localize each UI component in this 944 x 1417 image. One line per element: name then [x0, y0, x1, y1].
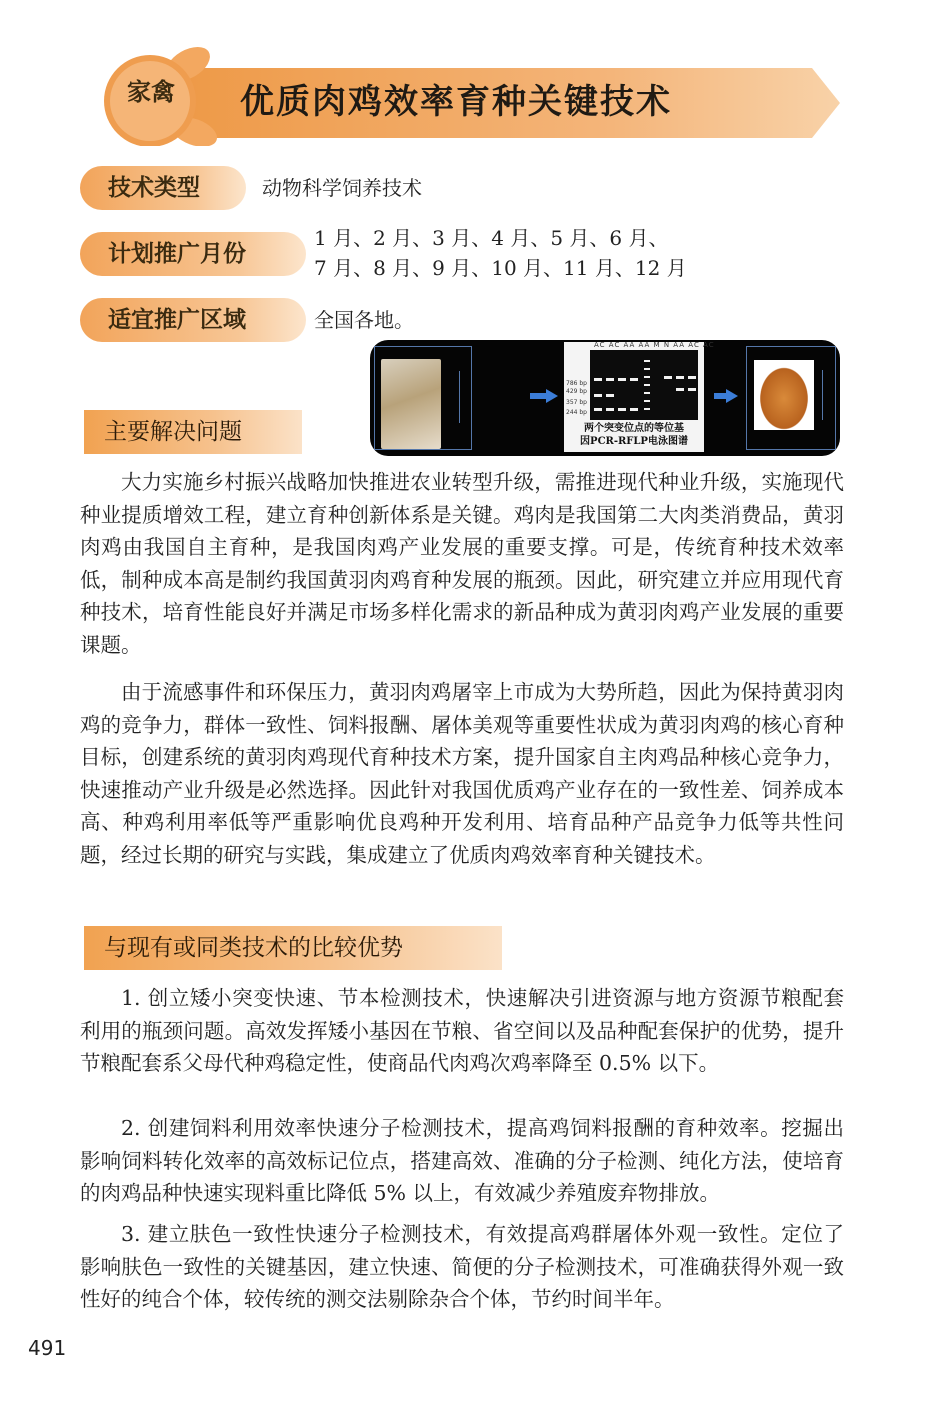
- gel-lane-labels: AC AC AA AA M N AA AC AC: [594, 341, 715, 349]
- figure-caption-line-2: 因PCR-RFLP电泳图谱: [580, 436, 688, 447]
- page-number: 491: [28, 1336, 67, 1360]
- tech-type-label: 技术类型: [80, 166, 246, 210]
- section-header-problem: 主要解决问题: [84, 410, 302, 454]
- figure-caption: [564, 422, 704, 448]
- region-value: 全国各地。: [314, 308, 414, 332]
- months-label: 计划推广月份: [80, 232, 306, 276]
- problem-paragraph-2: 由于流感事件和环保压力，黄羽肉鸡屠宰上市成为大势所趋，因此为保持黄羽肉鸡的竞争力，群体一致性、饲料报酬、屠体美观等重要性状成为黄羽肉鸡的核心育种目标，创建系统的黄羽肉鸡现代育种技术方案，提升国家自主肉鸡品种核心竞争力，快速推动产业升级是必然选择。因此针对我国优质鸡产业存在的一致性差、饲养成本高、种鸡利用率低等严重影响优良鸡种开发利用、培育品种产品竞争力低等共性问题，经过长期的研究与实践，集成建立了优质肉鸡效率育种关键技术。: [80, 680, 844, 867]
- figure-left-panel: [374, 346, 472, 450]
- gel-lanes-area: [590, 350, 698, 420]
- arrow-right-icon: [726, 389, 738, 403]
- arrow-stem-2: [714, 393, 726, 399]
- gel-image: [564, 341, 715, 452]
- gel-bp-label: 357 bp: [566, 399, 587, 406]
- chicken-photo-left: [381, 359, 441, 449]
- gel-bp-label: 429 bp: [566, 388, 587, 395]
- page-title: 优质肉鸡效率育种关键技术: [240, 82, 672, 122]
- months-line-1: 1 月、2 月、3 月、4 月、5 月、6 月、: [314, 226, 669, 250]
- advantage-paragraph-2: 2. 创建饲料利用效率快速分子检测技术，提高鸡饲料报酬的育种效率。挖掘出影响饲料转化效率的高效标记位点，搭建高效、准确的分子检测、纯化方法，使培育的肉鸡品种快速实现料重比降低 5% 以上，有效减少养殖废弃物排放。: [80, 1116, 844, 1205]
- arrow-stem-1: [530, 393, 546, 399]
- figure-caption-line-1: 两个突变位点的等位基: [584, 423, 684, 434]
- category-label: 家禽: [127, 78, 175, 106]
- region-label: 适宜推广区域: [80, 298, 306, 342]
- tech-type-value: 动物科学饲养技术: [262, 176, 422, 200]
- gel-bp-label: 786 bp: [566, 380, 587, 387]
- advantage-paragraph-3: 3. 建立肤色一致性快速分子检测技术，有效提高鸡群屠体外观一致性。定位了影响肤色一致性的关键基因，建立快速、简便的分子检测技术，可准确获得外观一致性好的纯合个体，较传统的测交法剔除杂合个体，节约时间半年。: [80, 1222, 844, 1311]
- genotype-figure: [370, 340, 840, 456]
- section-header-advantage: 与现有或同类技术的比较优势: [84, 926, 502, 970]
- gel-bp-label: 244 bp: [566, 409, 587, 416]
- title-banner: [100, 46, 840, 146]
- arrow-right-icon: [546, 389, 558, 403]
- advantage-paragraph-1: 1. 创立矮小突变快速、节本检测技术，快速解决引进资源与地方资源节粮配套利用的瓶颈问题。高效发挥矮小基因在节粮、省空间以及品种配套保护的优势，提升节粮配套系父母代种鸡稳定性，使商品代肉鸡次鸡率降至 0.5% 以下。: [80, 986, 844, 1075]
- problem-paragraph-1: 大力实施乡村振兴战略加快推进农业转型升级，需推进现代种业升级，实施现代种业提质增效工程，建立育种创新体系是关键。鸡肉是我国第二大肉类消费品，黄羽肉鸡由我国自主育种，是我国肉鸡产业发展的重要支撑。可是，传统育种技术效率低，制种成本高是制约我国黄羽肉鸡育种发展的瓶颈。因此，研究建立并应用现代育种技术，培育性能良好并满足市场多样化需求的新品种成为黄羽肉鸡产业发展的重要课题。: [80, 470, 844, 657]
- chicken-photo-right: [754, 360, 814, 430]
- months-line-2: 7 月、8 月、9 月、10 月、11 月、12 月: [314, 256, 687, 280]
